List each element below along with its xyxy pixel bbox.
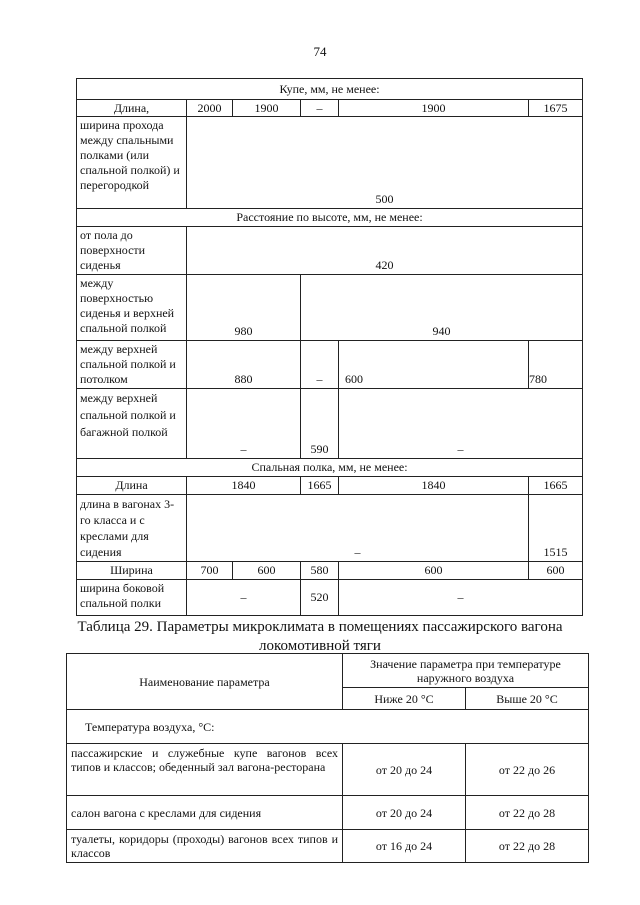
cell-value: 980: [187, 275, 301, 341]
cell-value: –: [301, 100, 339, 117]
row-upper-ceiling-label: между верхней спальной полкой и потолком: [77, 341, 187, 389]
cell-value: 600: [339, 341, 529, 389]
cell-value: 940: [301, 275, 583, 341]
cell-value: –: [339, 389, 583, 459]
table-title-line2: локомотивной тяги: [259, 638, 381, 654]
row-class3-label: длина в вагонах 3-го класса и с креслами для сидения: [77, 495, 187, 562]
row-side-width-label: ширина боковой спальной полки: [77, 580, 187, 616]
cell-value: 520: [301, 580, 339, 616]
car-dimensions-table: [76, 78, 583, 616]
cell-value: 500: [187, 117, 583, 209]
cell-above: от 22 до 28: [466, 796, 589, 830]
cell-value: 600: [339, 562, 529, 580]
cell-below: от 16 до 24: [343, 830, 466, 863]
cell-value: 1900: [233, 100, 301, 117]
cell-value: –: [187, 389, 301, 459]
cell-value: 880: [187, 341, 301, 389]
page-number: 74: [313, 44, 327, 59]
row-passage-label: ширина прохода между спальными полками (или спальной полкой) и перегородкой: [77, 117, 187, 209]
cell-below: от 20 до 24: [343, 744, 466, 796]
header-above-20: Выше 20 °С: [466, 688, 589, 710]
row-floor-label: от пола до поверхности сиденья: [77, 227, 187, 275]
cell-value: 590: [301, 389, 339, 459]
cell-value: –: [339, 580, 583, 616]
header-below-20: Ниже 20 °С: [343, 688, 466, 710]
cell-value: 600: [233, 562, 301, 580]
cell-value: 1675: [529, 100, 583, 117]
table-row-name: пассажирские и служебные купе вагонов всех типов и классов; обеденный зал вагона-ресторана: [67, 744, 343, 796]
table-row-name: туалеты, коридоры (проходы) вагонов всех типов и классов: [67, 830, 343, 863]
cell-value: 1665: [301, 477, 339, 495]
table-row-name: салон вагона с креслами для сидения: [67, 796, 343, 830]
cell-value: 1665: [529, 477, 583, 495]
group-air-temperature: Температура воздуха, °С:: [67, 710, 589, 744]
cell-value: –: [187, 495, 529, 562]
cell-value: 600: [529, 562, 583, 580]
section-berth: Спальная полка, мм, не менее:: [77, 459, 583, 477]
section-compartment: Купе, мм, не менее:: [77, 79, 583, 100]
row-length-label: Длина,: [77, 100, 187, 117]
header-parameter: Наименование параметра: [67, 654, 343, 710]
row-upper-luggage-label: между верхней спальной полкой и багажной полкой: [77, 389, 187, 459]
section-height: Расстояние по высоте, мм, не менее:: [77, 209, 583, 227]
row-width-label: Ширина: [77, 562, 187, 580]
row-seat-upper-label: между поверхностью сиденья и верхней спальной полкой: [77, 275, 187, 341]
cell-value: –: [187, 580, 301, 616]
cell-below: от 20 до 24: [343, 796, 466, 830]
cell-value: 2000: [187, 100, 233, 117]
cell-above: от 22 до 26: [466, 744, 589, 796]
table-title: [60, 618, 580, 656]
cell-value: 1840: [339, 477, 529, 495]
cell-value: 1840: [187, 477, 301, 495]
table-title-line1: Таблица 29. Параметры микроклимата в помещениях пассажирского вагона: [77, 619, 563, 635]
row-berth-length-label: Длина: [77, 477, 187, 495]
cell-value: –: [301, 341, 339, 389]
cell-value: 1900: [339, 100, 529, 117]
cell-value: 580: [301, 562, 339, 580]
cell-value: 700: [187, 562, 233, 580]
cell-value: 420: [187, 227, 583, 275]
cell-above: от 22 до 28: [466, 830, 589, 863]
header-value: Значение параметра при температуре наружного воздуха: [343, 654, 589, 688]
cell-value: 780: [529, 341, 583, 389]
microclimate-table: [66, 653, 589, 863]
cell-value: 1515: [529, 495, 583, 562]
